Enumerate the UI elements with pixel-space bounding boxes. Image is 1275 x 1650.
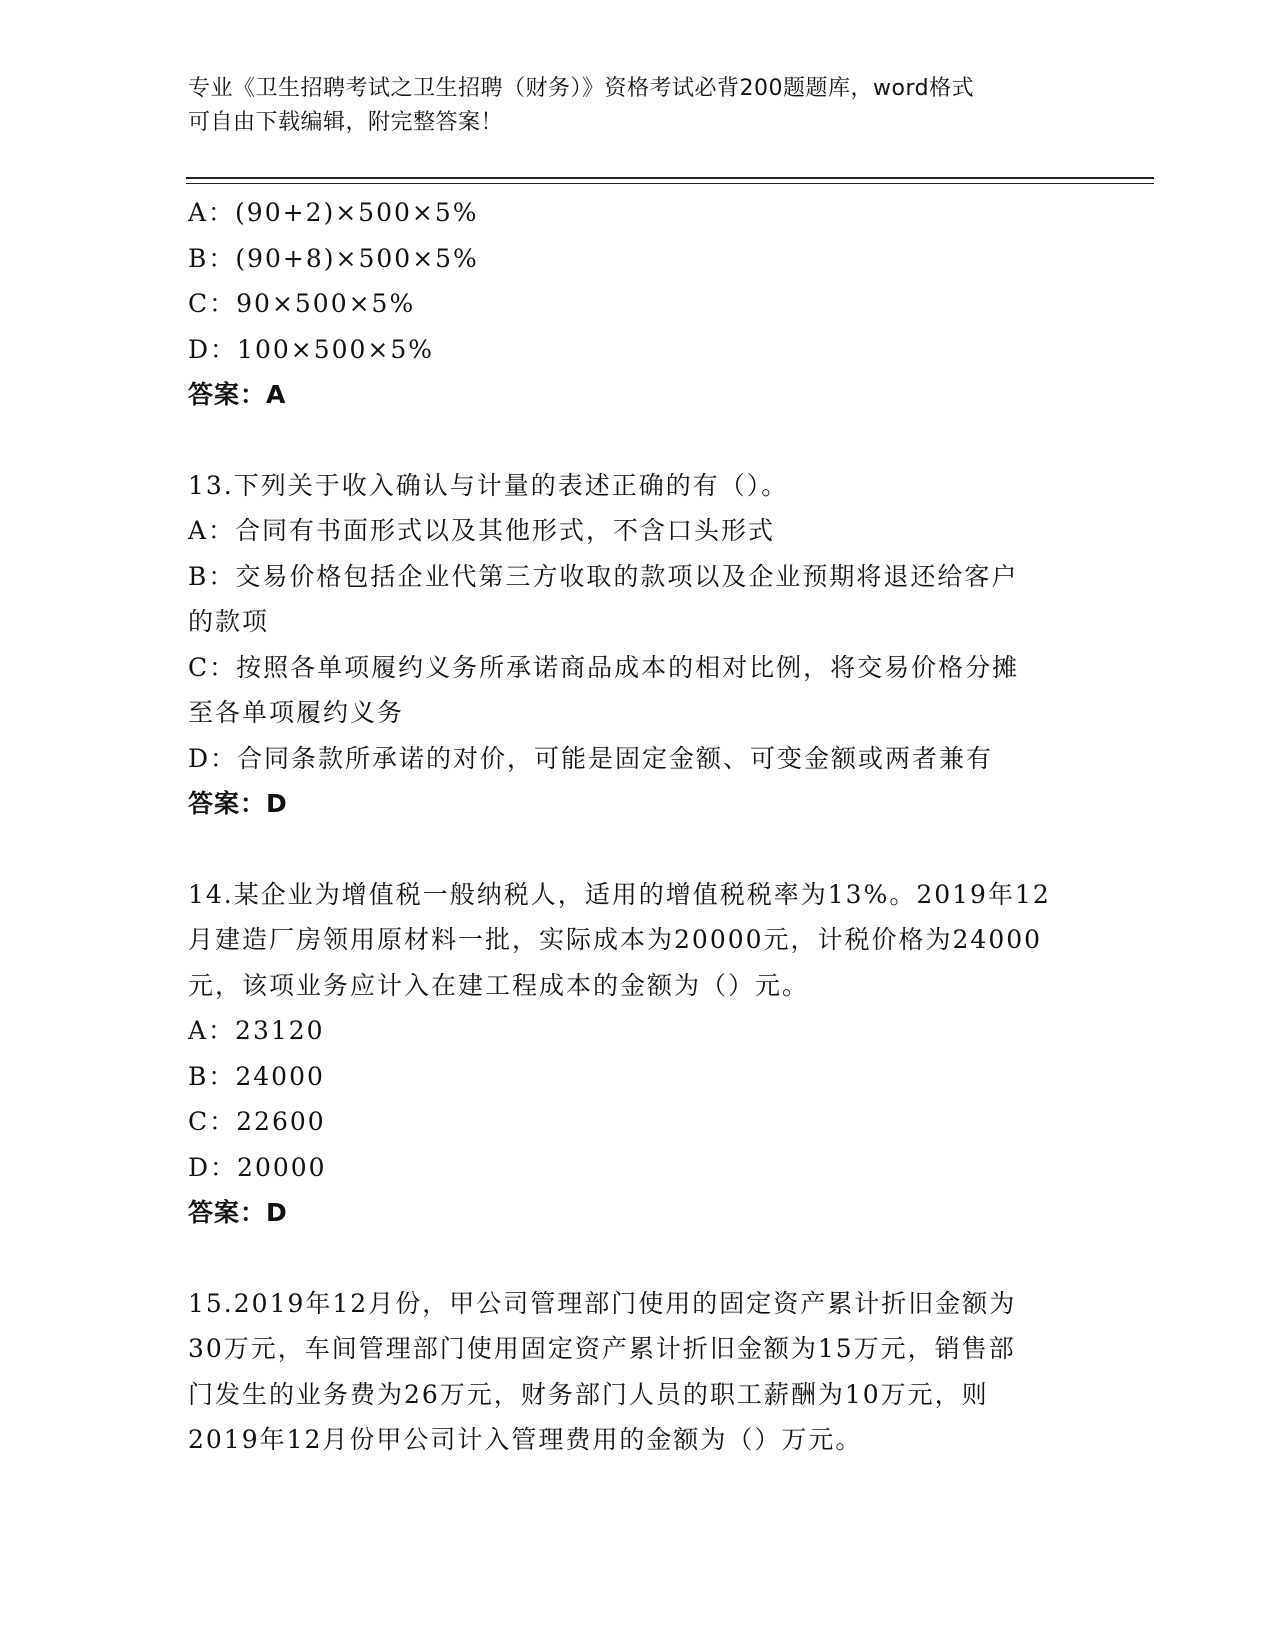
- question-stem-line-1: 14.某企业为增值税一般纳税人，适用的增值税税率为13%。2019年12: [188, 879, 1051, 909]
- question-stem-line-3: 元，该项业务应计入在建工程成本的金额为（）元。: [188, 970, 810, 1000]
- spacer: [188, 418, 1083, 463]
- question-13-block: [188, 463, 1083, 827]
- question-stem-line-2: 30万元，车间管理部门使用固定资产累计折旧金额为15万元，销售部: [188, 1334, 1016, 1363]
- option-b: B：交易价格包括企业代第三方收取的款项以及企业预期将退还给客户: [188, 561, 1019, 591]
- question-stem-line-4: 2019年12月份甲公司计入管理费用的金额为（）万元。: [188, 1425, 863, 1454]
- question-14-block: [188, 872, 1083, 1236]
- question-12-block: [188, 190, 1083, 418]
- option-a: A：合同有书面形式以及其他形式，不含口头形式: [188, 516, 776, 545]
- option-d: D：20000: [188, 1152, 327, 1182]
- answer: 答案：D: [188, 789, 288, 818]
- header-line-2: 可自由下载编辑，附完整答案！: [188, 110, 504, 135]
- question-stem-line-2: 月建造厂房领用原材料一批，实际成本为20000元，计税价格为24000: [188, 925, 1043, 954]
- question-stem-line-1: 15.2019年12月份，甲公司管理部门使用的固定资产累计折旧金额为: [188, 1288, 1017, 1318]
- option-a: A：23120: [188, 1016, 325, 1045]
- answer: 答案：A: [188, 380, 287, 409]
- option-a: A：(90+2)×500×5%: [188, 198, 479, 227]
- option-b: B：24000: [188, 1061, 325, 1091]
- document-header: [188, 72, 1068, 140]
- header-line-1: 专业《卫生招聘考试之卫生招聘（财务）》资格考试必背200题题库，word格式: [188, 76, 975, 101]
- spacer: [188, 1236, 1083, 1281]
- option-c: C：90×500×5%: [188, 289, 416, 318]
- option-c: C：22600: [188, 1107, 326, 1136]
- document-body: [188, 190, 1083, 1463]
- question-stem-line-3: 门发生的业务费为26万元，财务部门人员的职工薪酬为10万元，则: [188, 1379, 989, 1409]
- option-d: D：合同条款所承诺的对价，可能是固定金额、可变金额或两者兼有: [188, 743, 994, 773]
- answer: 答案：D: [188, 1198, 288, 1227]
- header-divider-thick: [186, 177, 1154, 179]
- option-c-continued: 至各单项履约义务: [188, 698, 405, 727]
- option-b: B：(90+8)×500×5%: [188, 243, 479, 273]
- question-15-block: [188, 1281, 1083, 1463]
- option-d: D：100×500×5%: [188, 334, 435, 364]
- option-c: C：按照各单项履约义务所承诺商品成本的相对比例，将交易价格分摊: [188, 652, 1020, 682]
- spacer: [188, 827, 1083, 872]
- question-stem: 13.下列关于收入确认与计量的表述正确的有（）。: [188, 470, 789, 500]
- header-divider-thin: [186, 183, 1154, 184]
- option-b-continued: 的款项: [188, 607, 270, 636]
